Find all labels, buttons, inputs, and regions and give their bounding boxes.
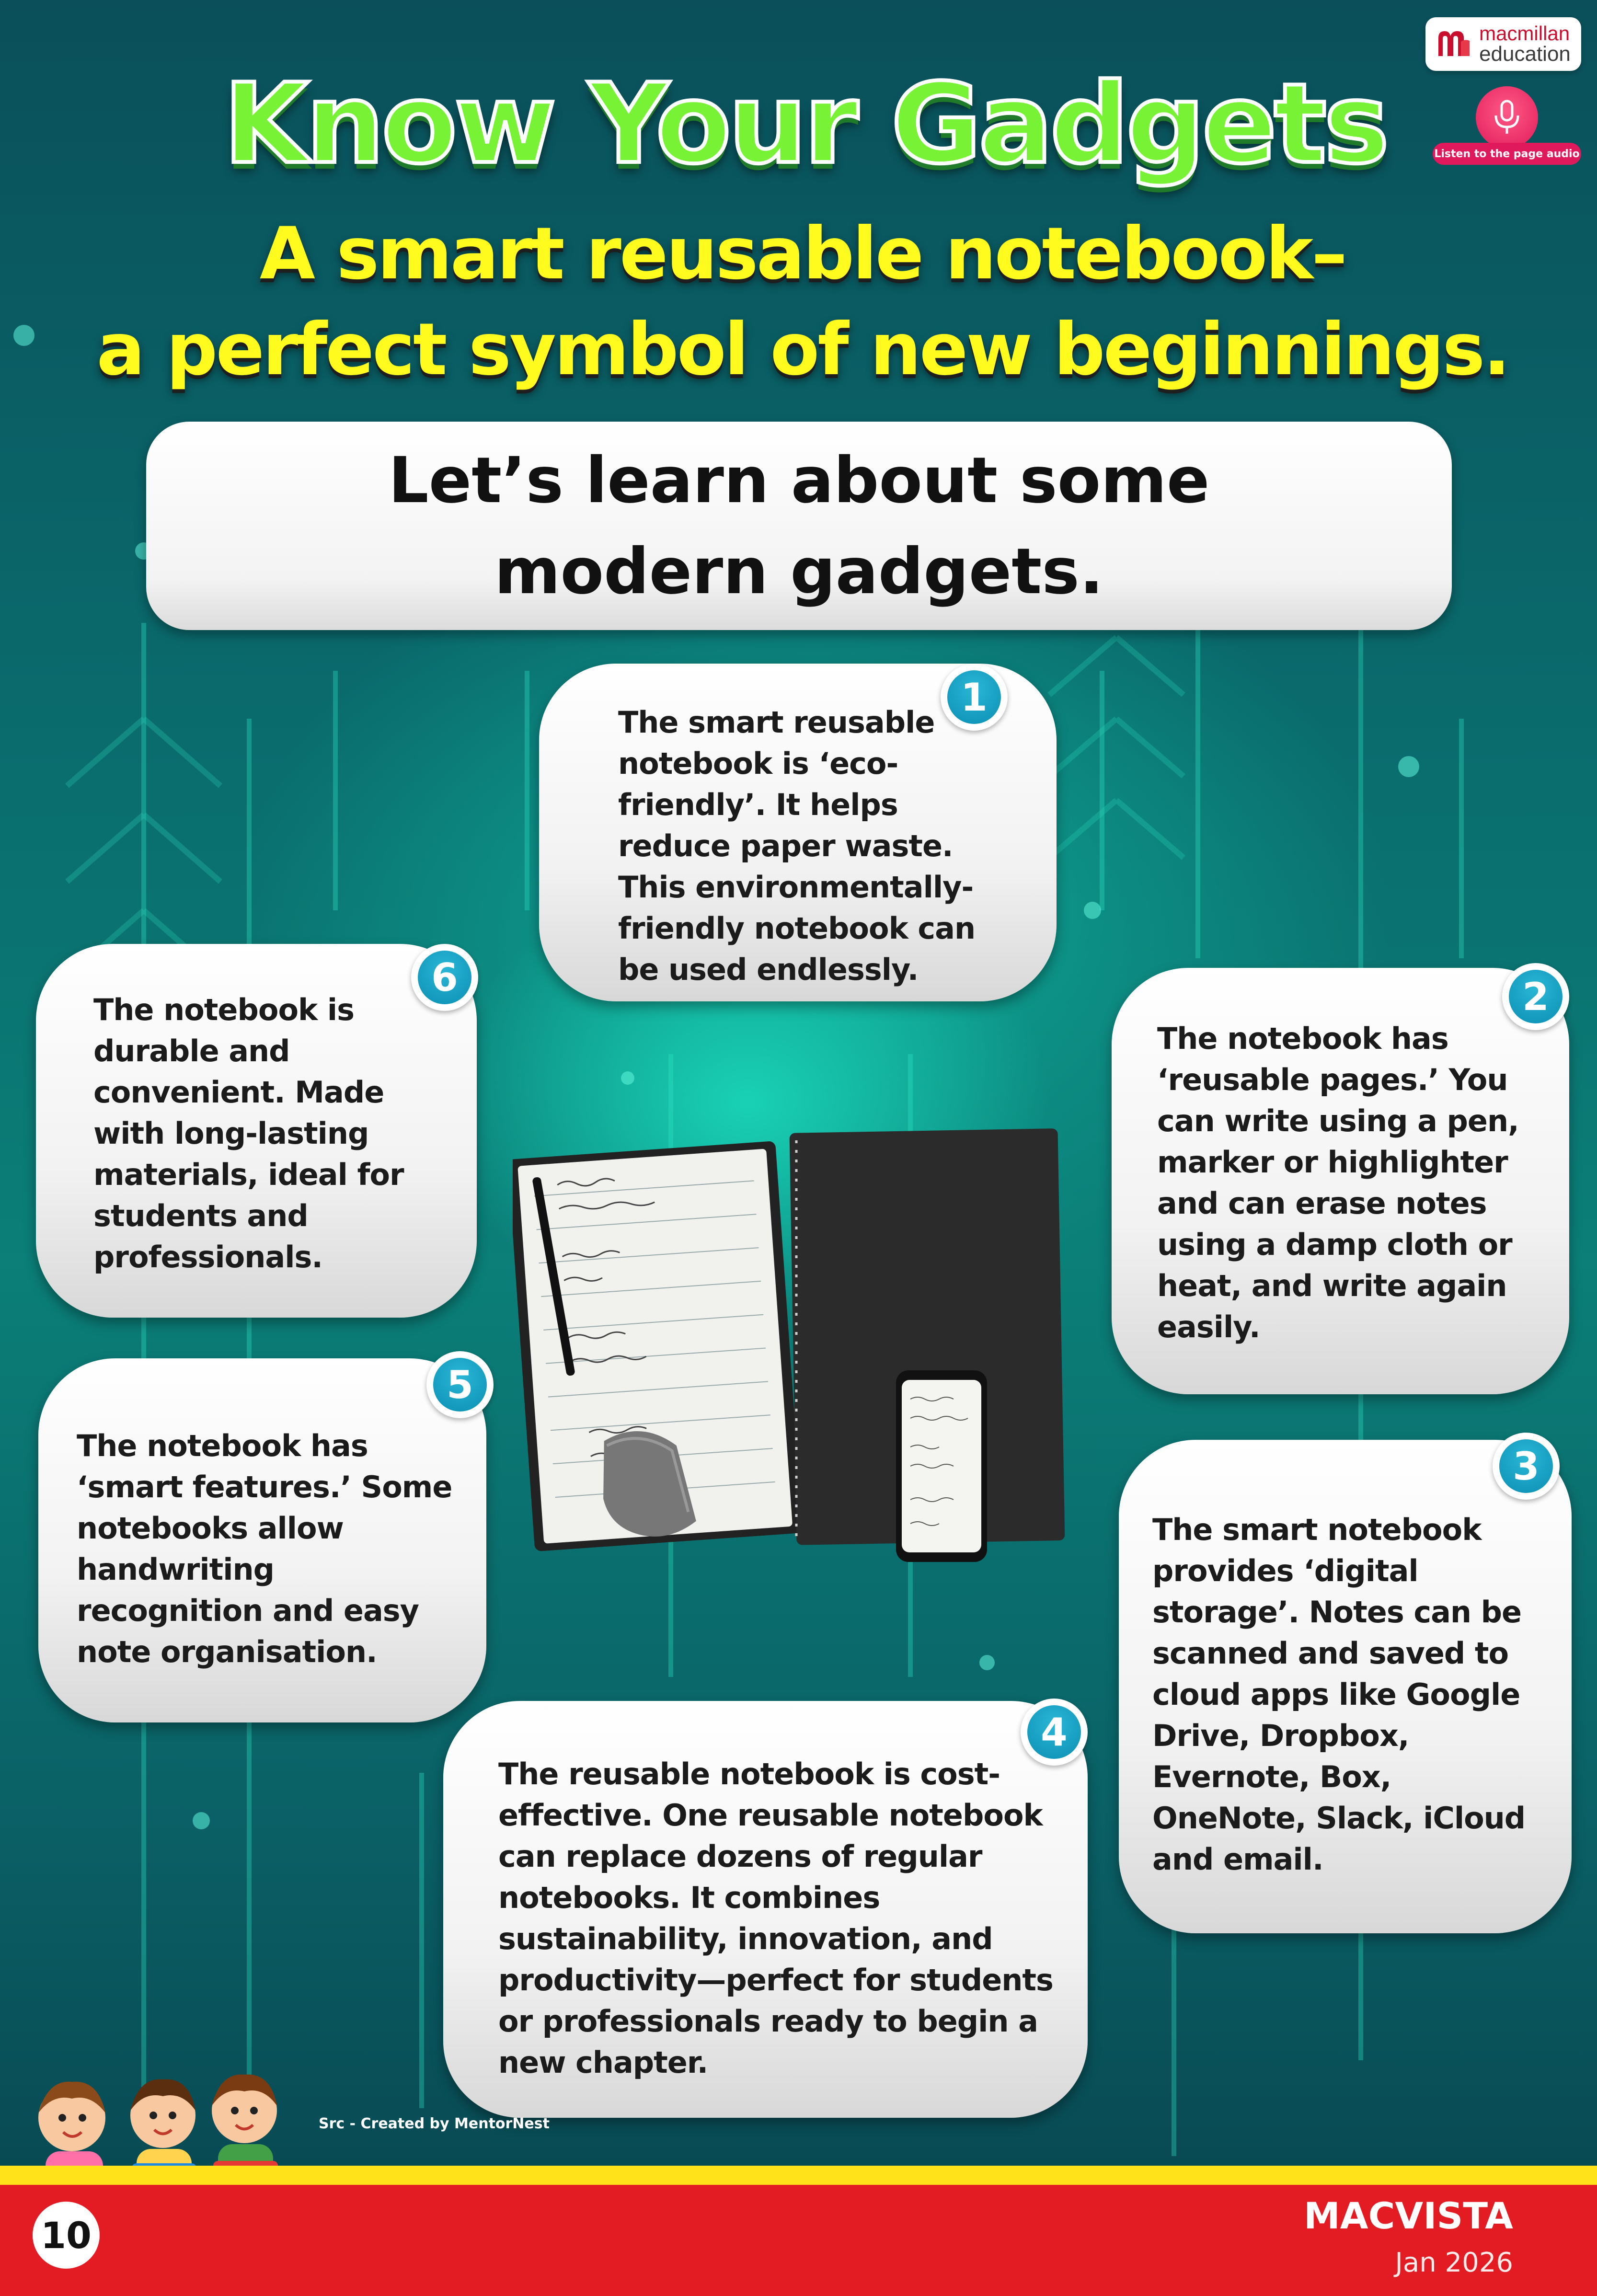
fact-text: The notebook is durable and convenient. Made with long-lasting materials, ideal for students and professionals.	[93, 992, 404, 1274]
subtitle-line-2: a perfect symbol of new beginnings.	[96, 308, 1509, 391]
fact-bubble-3	[1119, 1440, 1572, 1933]
source-credit: Src - Created by MentorNest	[319, 2115, 550, 2132]
subtitle-line-1: A smart reusable notebook–	[259, 212, 1346, 296]
fact-bubble-4	[443, 1701, 1088, 2118]
microphone-icon[interactable]	[1476, 86, 1538, 149]
intro-text: Let’s learn about some modern gadgets.	[388, 443, 1210, 608]
fact-number: 1	[947, 670, 1001, 724]
fact-text: The smart notebook provides ‘digital storage’. Notes can be scanned and saved to cloud apps like Google Drive, Dropbox, Evernote, Box, OneNote, Slack, iCloud and email.	[1152, 1512, 1526, 1877]
fact-number-badge-5	[426, 1351, 494, 1418]
page-number: 10	[33, 2202, 100, 2269]
fact-number-badge-6	[411, 944, 478, 1011]
fact-bubble-2	[1112, 968, 1569, 1394]
page-subtitle	[72, 206, 1533, 398]
fact-text: The notebook has ‘reusable pages.’ You can write using a pen, marker or highlighter and can erase notes using a damp cloth or heat, and write again easily.	[1157, 1021, 1519, 1344]
macmillan-logo	[1425, 17, 1581, 71]
logo-text-education: education	[1479, 42, 1571, 66]
fact-text: The smart reusable notebook is ‘eco-friendly’. It helps reduce paper waste. This environmentally-friendly notebook can be used endlessly.	[618, 705, 976, 987]
logo-text-macmillan: macmillan	[1479, 22, 1570, 45]
audio-label[interactable]: Listen to the page audio	[1433, 143, 1581, 165]
page-audio-button[interactable]	[1433, 86, 1581, 168]
fact-number: 3	[1499, 1439, 1553, 1493]
issue-date: Jan 2026	[1395, 2247, 1513, 2278]
fact-number: 2	[1509, 970, 1563, 1023]
fact-text: The reusable notebook is cost-effective. One reusable notebook can replace dozens of regular notebooks. It combines sustainability, innovation, and productivity—perfect for students or professionals ready to begin a new chapter.	[498, 1756, 1053, 2080]
fact-number: 4	[1027, 1705, 1081, 1759]
fact-bubble-6	[36, 944, 477, 1318]
fact-number-badge-3	[1493, 1433, 1560, 1500]
page-title: Know Your Gadgets	[223, 60, 1387, 188]
macmillan-m-icon	[1436, 27, 1474, 61]
magazine-brand: MACVISTA	[1304, 2194, 1513, 2237]
fact-text: The notebook has ‘smart features.’ Some notebooks allow handwriting recognition and easy note organisation.	[77, 1428, 452, 1669]
fact-number: 5	[433, 1358, 487, 1412]
footer-stripe	[0, 2166, 1597, 2185]
intro-box	[146, 422, 1452, 630]
fact-number-badge-4	[1021, 1699, 1088, 1766]
fact-bubble-5	[38, 1358, 486, 1722]
smart-notebook-illustration	[513, 1121, 1068, 1600]
fact-number-badge-2	[1502, 963, 1569, 1030]
fact-number-badge-1	[941, 664, 1008, 731]
fact-number: 6	[418, 951, 471, 1004]
